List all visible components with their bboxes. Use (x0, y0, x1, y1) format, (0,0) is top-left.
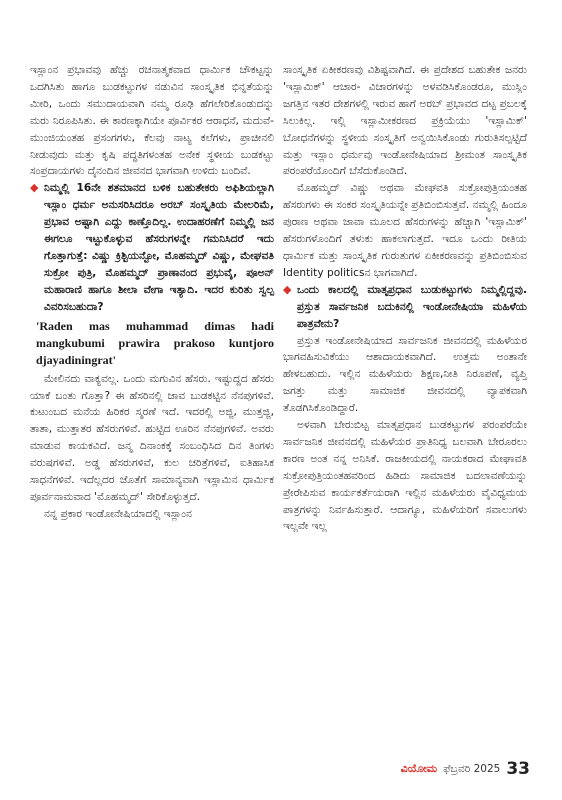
diamond-bullet-icon: ◆ (283, 282, 292, 296)
left-column (30, 62, 274, 523)
question-lead (30, 180, 274, 315)
page-number: 33 (506, 759, 530, 779)
name-quote: 'Raden mas muhammad dimas hadi mangkubumi prawira prakoso kuntjoro djayadiningrat' (36, 318, 274, 367)
interview-question: ಒಂದು ಕಾಲದಲ್ಲಿ ಮಾತೃಪ್ರಧಾನ ಬುಡುಕಟ್ಟುಗಳು ನಿಮ್ಮಲ್ಲಿದ್ದವು. ಪ್ರಸ್ತುತ ಸಾರ್ವಜನಿಕ ಬದುಕಿನಲ್ಲಿ ಇಂಡೋನೇಷಿಯಾ ಮಹಿಳೆಯ ಪಾತ್ರವೇನು? (297, 283, 527, 330)
body-paragraph: ಪ್ರಸ್ತುತ ಇಂಡೋನೇಷಿಯಾದ ಸಾರ್ವಜನಿಕ ಜೀವನದಲ್ಲಿ ಮಹಿಳೆಯರ ಭಾಗವಹಿಸುವಿಕೆಯು ಆಶಾದಾಯಕವಾಗಿದೆ. ಉತ್ತಮ ಅಂತಾನೇ ಹೇಳಬಹುದು. ಇಲ್ಲಿನ ಮಹಿಳೆಯರು ಶಿಕ್ಷಣ,ನೀತಿ ನಿರೂಪಣೆ, ವ್ಯಪ್ತಿ ಜಗತ್ತು ಮತ್ತು ಸಾಮಾಜಿಕ ಜೀವನದಲ್ಲಿ ವ್ಯಾಪಕವಾಗಿ ತೊಡಗಿಸಿಕೊಂಡಿದ್ದಾರೆ. (283, 334, 527, 415)
issue-date: ಫೆಬ್ರವರಿ 2025 (443, 762, 501, 775)
page-footer (401, 759, 530, 779)
body-paragraph: ಮೇಲಿನದು ವಾಕ್ಯವಲ್ಲ. ಒಂದು ಮಗುವಿನ ಹೆಸರು. ಇಷ್ಟುದ್ದದ ಹೆಸರು ಯಾಕೆ ಬಂತು ಗೊತ್ತಾ? ಈ ಹೆಸರಿನಲ್ಲಿ ಜಾವ ಬುಡಕಟ್ಟಿನ ನೆನಪುಗಳಿವೆ. ಕುಟುಂಬದ ಮನೆಯ ಹಿರಿಕರ ಸ್ಮರಣೆ ಇದೆ. ಇದರಲ್ಲಿ ಅಜ್ಜಿ, ಮುತ್ತಜ್ಜಿ, ತಾತಾ, ಮುತ್ತಾತರ ಹೆಸರುಗಳಿವೆ. ಹುಟ್ಟಿದ ಊರಿನ ನೆನಪುಗಳಿವೆ. ಅವರು ಮಾಡುವ ಕಾಯಕವಿದೆ. ಜನ್ಮ ದಿನಾಂಕಕ್ಕೆ ಸಂಬಂಧಿಸಿದ ದಿನ ತಿಂಗಳು ವರುಷಗಳಿವೆ. ಅಡ್ಡ ಹೆಸರುಗಳಿವೆ, ಕುಲ ಚರಿತ್ರೆಗಳಿವೆ, ಐತಿಹಾಸಿಕ ಸಾಧನೆಗಳಿವೆ. ಇದೆಲ್ಲದರ ಜೊತೆಗೆ ಸಾಮಾನ್ಯವಾಗಿ ಇಸ್ಲಾಮಿನ ಧಾರ್ಮಿಕ ಪೂರ್ವನಾಮವಾದ 'ಮೊಹಮ್ಮದ್' ಸೇರಿಕೊಳ್ಳುತ್ತದೆ. (30, 372, 274, 503)
diamond-bullet-icon: ◆ (30, 181, 39, 195)
right-column (283, 62, 527, 535)
body-paragraph: ಮೊಹಮ್ಮದ್ ವಿಷ್ಣು ಅಥವಾ ಮೇಘವತಿ ಸುಕ್ರೋಪುತ್ರಿಯಂತಹ ಹೆಸರುಗಳು ಈ ಸಂಕರ ಸಂಸ್ಕೃತಿಯನ್ನೇ ಪ್ರತಿಬಿಂಬಿಸುತ್ತವೆ. ನಮ್ಮಲ್ಲಿ ಹಿಂದೂ ಪುರಾಣ ಅಥವಾ ಜಾವಾ ಮೂಲದ ಹೆಸರುಗಳನ್ನು ಹೆಚ್ಚಾಗಿ 'ಇಸ್ಲಾಮಿಕ್' ಹೆಸರುಗಳೊಂದಿಗೆ ತಳುಕು ಹಾಕಲಾಗುತ್ತದೆ. ಇದೂ ಒಂದು ರೀತಿಯ ಧಾರ್ಮಿಕ ಮತ್ತು ಸಾಂಸ್ಕೃತಿಕ ಗುರುತುಗಳ ಏಕೀಕರಣವನ್ನು ಪ್ರತಿಬಿಂಬಿಸುವ Identity politicsನ ಭಾಗವಾಗಿದೆ. (283, 182, 527, 279)
question-lead (283, 282, 527, 333)
body-paragraph: ಇಸ್ಲಾಂನ ಪ್ರಭಾವವು ಹೆಚ್ಚು ರಚನಾತ್ಮಕವಾದ ಧಾರ್ಮಿಕ ಚೌಕಟ್ಟನ್ನು ಒದಗಿಸಿತು ಹಾಗೂ ಬುಡಕಟ್ಟುಗಳ ನಡುವಿನ ಸಾಂಸ್ಕೃತಿಕ ಭಿನ್ನತೆಯನ್ನು ಮೀರಿ, ಒಂದು ಸಮುದಾಯವಾಗಿ ನಮ್ಮ ರೂಢಿ ಹೆಗಲೇರಿಕೊಂಡುದನ್ನು ಮರು ನಿರೂಪಿಸಿತು. ಈ ಕಾರಣಕ್ಕಾಗಿಯೇ ಪೂರ್ವಿಕರ ಆರಾಧನೆ, ಮದುವೆ-ಮುಂಜಿಯಂತಹ ಪ್ರಸಂಗಗಳು, ಕೆಲವು ನಾಟ್ಯ ಕಲೆಗಳು, ಪ್ರಾಚೀನಲಿ ನೀಡುವುದು ಮತ್ತು ಕೃಷಿ ಪದ್ಧತಿಗಳಂತಹ ಅನೇಕ ಸ್ಥಳೀಯ ಬುಡಕಟ್ಟು ಸಂಪ್ರದಾಯಗಳು ದೈನಂದಿನ ಜೀವನದ ಭಾಗವಾಗಿ ಉಳಿದು ಬಂದಿವೆ. (30, 64, 274, 178)
body-paragraph: ಅಳವಾಗಿ ಬೇರುಬಿಟ್ಟ ಮಾತೃಪ್ರಧಾನ ಬುಡಕಟ್ಟುಗಳ ಪರಂಪರೆಯೇ ಸಾರ್ವಜನಿಕ ಜೀವನದಲ್ಲಿ ಮಹಿಳೆಯರ ಪ್ರಾತಿನಿಧ್ಯ ಬಲವಾಗಿ ಬೇರೂರಲು ಕಾರಣ ಅಂತ ನನ್ನ ಅನಿಸಿಕೆ. ರಾಜಕೀಯದಲ್ಲಿ ನಾಯಕರಾದ ಮೇಘಾವತಿ ಸುಕ್ರೋಪುತ್ರಿಯಂತಹವರಿಂದ ಹಿಡಿದು ಸಾಮಾಜಿಕ ಬದಲಾವಣೆಯನ್ನು ಪ್ರೇರೇಪಿಸುವ ಕಾರ್ಯಕರ್ತೆಯರಾಗಿ ಇಲ್ಲಿನ ಮಹಿಳೆಯರು ವೈವಿಧ್ಯಮಯ ಪಾತ್ರಗಳನ್ನು ನಿರ್ವಹಿಸುತ್ತಾರೆ. ಆದಾಗ್ಯೂ, ಮಹಿಳೆಯರಿಗೆ ಸವಾಲುಗಳು ಇಲ್ಲವೇ ಇಲ್ಲ (283, 419, 527, 533)
magazine-name: ವಿಯೋಮ (400, 762, 438, 775)
interview-question: ನಿಮ್ಮಲ್ಲಿ 16ನೇ ಶತಮಾನದ ಬಳಿಕ ಬಹುತೇಕರು ಅಫಿಶಿಯಲ್ಲಾಗಿ ಇಸ್ಲಾಂ ಧರ್ಮ ಅನುಸರಿಸಿದರೂ ಅರಬ್ ಸಂಸ್ಕೃತಿಯ ಮೇಲರಿಮೆ, ಪ್ರಭಾವ ಅಷ್ಟಾಗಿ ಎದ್ದು ಕಾಣ್ತೊದಿಲ್ಲ. ಉದಾಹರಣೆಗೆ ನಿಮ್ಮಲ್ಲಿ ಜನ ಈಗಲೂ ಇಟ್ಟುಕೊಳ್ಳುವ ಹೆಸರುಗಳನ್ನೇ ಗಮನಿಸಿದರೆ ಇದು ಗೊತ್ತಾಗುತ್ತೆ: ವಿಷ್ಣು ಕ್ರಿಶ್ಟಿಯನ್ಟೋ, ಮೊಹಮ್ಮದ್ ವಿಷ್ಣು, ಮೇಘವತಿ ಸುಕ್ರೋ ಪುತ್ರಿ, ಮೊಹಮ್ಮದ್ ಪ್ರಾಣಾನಂದ ಪ್ರಭುವೈ, ಪೂಅನ್ ಮಹಾರಾಣಿ ಹಾಗೂ ಶೀಲಾ ವೇಗಾ ಇತ್ಯಾದಿ. ಇದರ ಕುರಿತು ಸ್ವಲ್ಪ ವಿವರಿಸಬಹುದಾ? (44, 182, 274, 313)
body-paragraph: ನನ್ನ ಪ್ರಕಾರ ಇಂಡೋನೇಷಿಯಾದಲ್ಲಿ ಇಸ್ಲಾಂನ (44, 507, 192, 520)
body-paragraph: ಸಾಂಸ್ಕೃತಿಕ ಏಕೀಕರಣವು ವಿಶಿಷ್ಟವಾಗಿದೆ. ಈ ಪ್ರದೇಶದ ಬಹುತೇಕ ಜನರು 'ಇಸ್ಲಾಮಿಕ್' ಆಚಾರ- ವಿಚಾರಗಳನ್ನು ಅಳವಡಿಸಿಕೊಂಡರೂ, ಮುಸ್ಲಿಂ ಜಗತ್ತಿನ ಇತರ ದೇಶಗಳಲ್ಲಿ ಇರುವ ಹಾಗೆ ಅರಬ್ ಪ್ರಭಾವದ ದಟ್ಟ ಪ್ರಬಲಕ್ಕೆ ಸಿಲುಕಿಲ್ಲ. ಇಲ್ಲಿ ಇಸ್ಲಾಮೀಕರಣದ ಪ್ರಕ್ರಿಯೆಯು 'ಇಸ್ಲಾಮಿಕ್' ಬೋಧನೆಗಳನ್ನು ಸ್ಥಳೀಯ ಸಂಸ್ಕೃತಿಗೆ ಅನ್ವಯಿಸಿಕೊಂಡು ಗುರುತಿಸಲ್ಪಟ್ಟಿದೆ ಮತ್ತು ಇಸ್ಲಾಂ ಧರ್ಮವು ಇಂಡೋನೇಷಿಯಾದ ಶ್ರೀಮಂತ ಸಾಂಸ್ಕೃತಿಕ ಪರಂಪರೆಯೊಂದಿಗೆ ಬೆಸೆದುಕೊಂಡಿದೆ. (283, 64, 527, 178)
